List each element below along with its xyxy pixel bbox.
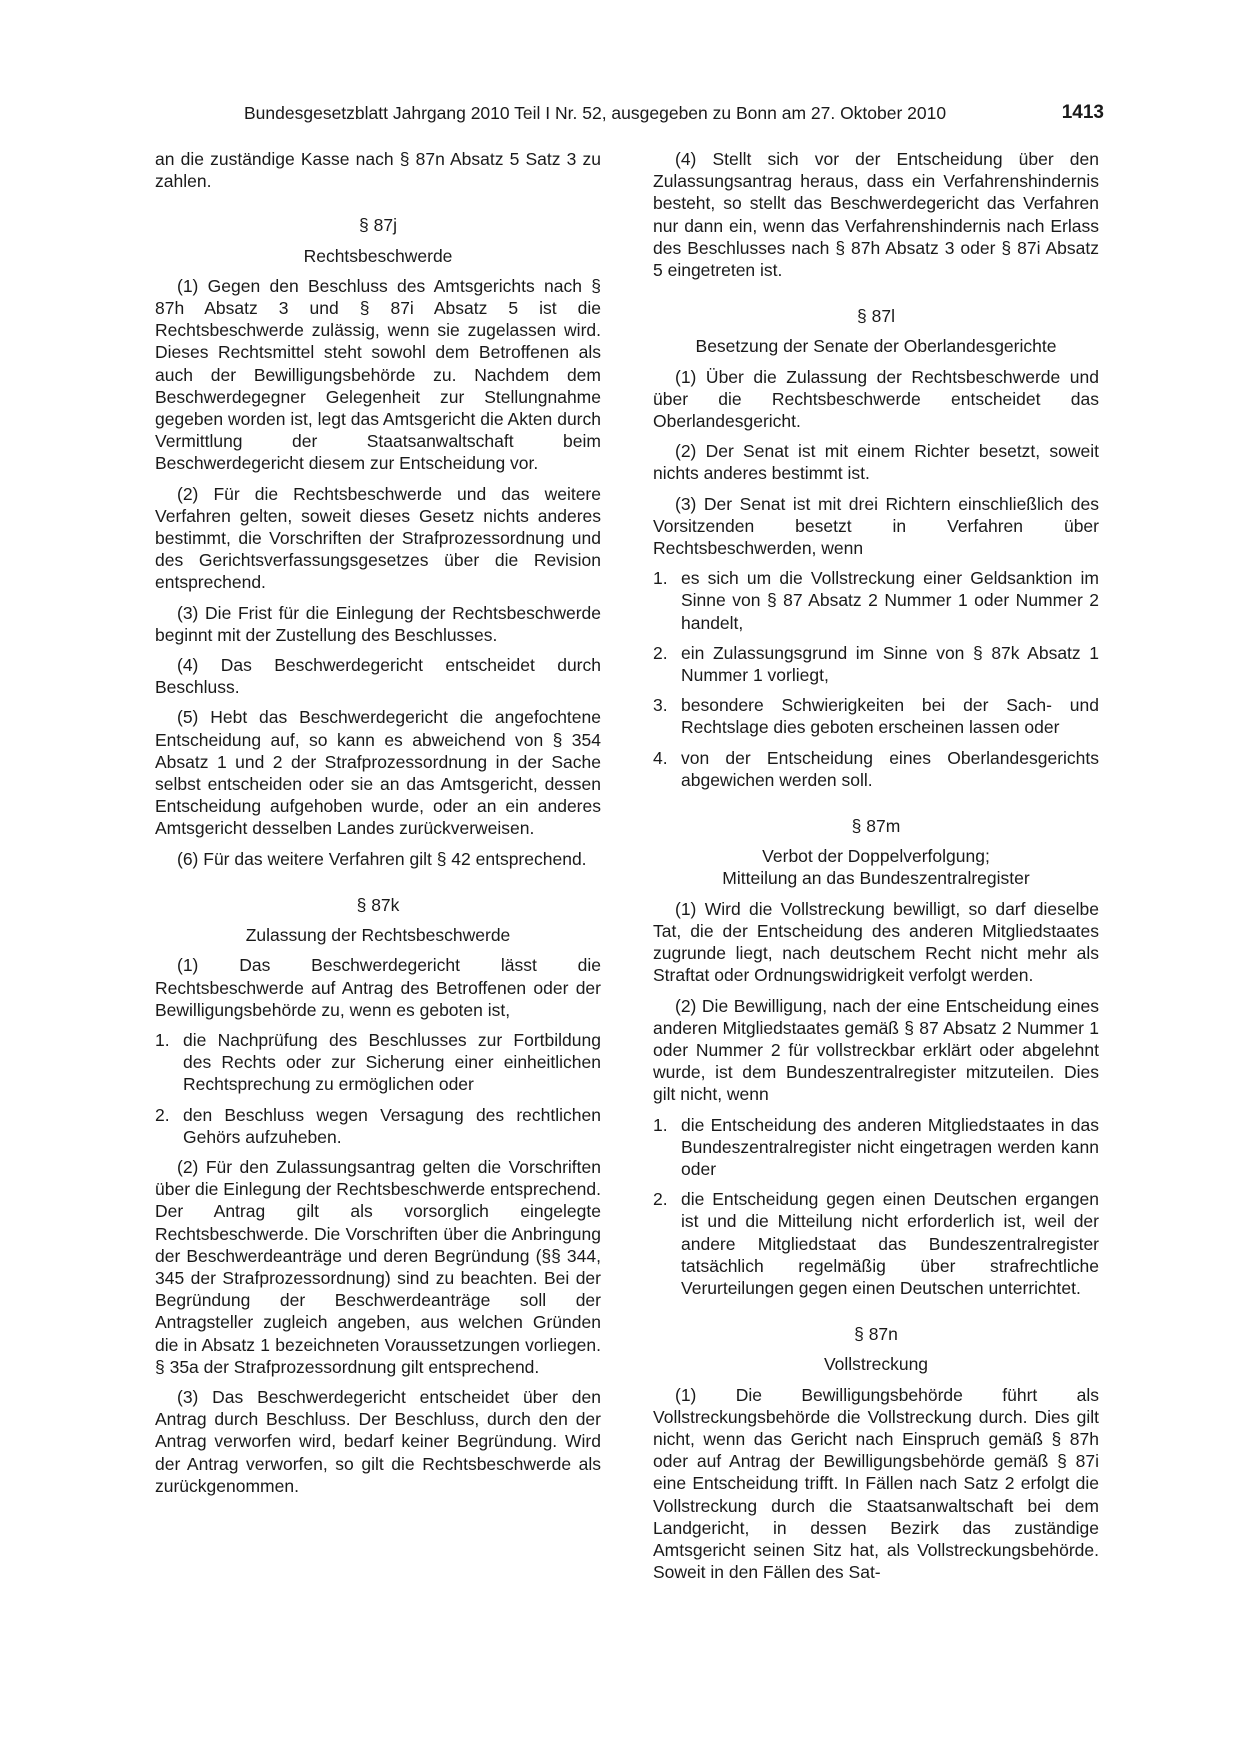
list-item <box>155 1029 601 1096</box>
paragraph-87j-3: (3) Die Frist für die Einlegung der Rechtsbeschwerde beginnt mit der Zustellung des Beschlusses. <box>155 602 601 645</box>
left-column <box>155 148 601 1505</box>
section-heading-87j: Rechtsbeschwerde <box>303 245 453 266</box>
paragraph-87j-1: (1) Gegen den Beschluss des Amtsgerichts nach § 87h Absatz 3 und § 87i Absatz 5 ist die Rechtsbeschwerde zulässig, wenn sie zugelassen wird. Dieses Rechtsmittel steht sowohl dem Betroffenen als auch der Bewilligungsbehörde zu. Nachdem dem Beschwerdegegner Gelegenheit zur Stellungnahme gegeben worden ist, legt das Amtsgericht die Akten durch Vermittlung der Staatsanwaltschaft beim Beschwerdegericht diesem zur Entscheidung vor. <box>155 275 601 474</box>
list-item-text: den Beschluss wegen Versagung des rechtlichen Gehörs aufzuheben. <box>183 1104 601 1147</box>
paragraph-87l-3: (3) Der Senat ist mit drei Richtern einschließlich des Vorsitzenden besetzt in Verfahren über Rechtsbeschwerden, wenn <box>653 493 1099 559</box>
list-item-number: 1. <box>155 1029 170 1050</box>
list-item-text: ein Zulassungsgrund im Sinne von § 87k Absatz 1 Nummer 1 vorliegt, <box>681 642 1099 686</box>
paragraph-87l-2: (2) Der Senat ist mit einem Richter besetzt, soweit nichts anderes bestimmt ist. <box>653 441 1099 484</box>
list-item-number: 2. <box>155 1104 170 1125</box>
section-number-87j: § 87j <box>359 215 397 236</box>
list-item-text: die Nachprüfung des Beschlusses zur Fortbildung des Rechts oder zur Sicherung einer einheitlichen Rechtsprechung zu ermöglichen oder <box>183 1029 601 1095</box>
paragraph-87m-2: (2) Die Bewilligung, nach der eine Entscheidung eines anderen Mitgliedstaates gemäß § 87 Absatz 2 Nummer 1 oder Nummer 2 für vollstreckbar erklärt oder abgelehnt wurde, ist dem Bundeszentralregister mitzuteilen. Dies gilt nicht, wenn <box>653 995 1099 1105</box>
intro-paragraph: an die zuständige Kasse nach § 87n Absatz 5 Satz 3 zu zahlen. <box>155 149 601 192</box>
section-heading-87m-line2: Mitteilung an das Bundeszentralregister <box>722 868 1030 889</box>
paragraph-87k-2: (2) Für den Zulassungsantrag gelten die Vorschriften über die Einlegung der Rechtsbeschwerde entsprechend. Der Antrag gilt als vorsorglich eingelegte Rechtsbeschwerde. Die Vorschriften über die Anbringung der Beschwerdeanträge und deren Begründung (§§ 344, 345 der Strafprozessordnung) sind zu beachten. Bei der Begründung der Beschwerdeanträge soll der Antragsteller zugleich angeben, aus welchen Gründen die in Absatz 1 bezeichneten Voraussetzungen vorliegen. § 35a der Strafprozessordnung gilt entsprechend. <box>155 1156 601 1377</box>
paragraph-87k-4: (4) Stellt sich vor der Entscheidung über den Zulassungsantrag heraus, dass ein Verfahrenshindernis besteht, so stellt das Beschwerdegericht das Verfahren nur dann ein, wenn das Verfahrenshindernis nach Erlass des Beschlusses nach § 87h Absatz 3 oder § 87i Absatz 5 eingetreten ist. <box>653 149 1099 281</box>
list-item <box>653 642 1099 686</box>
section-heading-87l: Besetzung der Senate der Oberlandesgerichte <box>695 336 1057 357</box>
list-87l <box>653 567 1099 791</box>
list-item-text: es sich um die Vollstreckung einer Geldsanktion im Sinne von § 87 Absatz 2 Nummer 1 oder Nummer 2 handelt, <box>681 568 1099 633</box>
list-item-text: die Entscheidung des anderen Mitgliedstaates in das Bundeszentralregister nicht eingetragen werden kann oder <box>681 1114 1099 1179</box>
paragraph-87j-6: (6) Für das weitere Verfahren gilt § 42 entsprechend. <box>177 848 587 869</box>
list-87k <box>155 1029 601 1148</box>
paragraph-87k-1: (1) Das Beschwerdegericht lässt die Rechtsbeschwerde auf Antrag des Betroffenen oder der Bewilligungsbehörde zu, wenn es geboten ist, <box>155 955 601 1020</box>
paragraph-87m-1: (1) Wird die Vollstreckung bewilligt, so darf dieselbe Tat, die der Entscheidung des anderen Mitgliedstaates zugrunde liegt, nach deutschem Recht nicht mehr als Straftat oder Ordnungswidrigkeit verfolgt werden. <box>653 898 1099 986</box>
list-item <box>653 694 1099 738</box>
paragraph-87n-1: (1) Die Bewilligungsbehörde führt als Vollstreckungsbehörde die Vollstreckung durch. Dies gilt nicht, wenn das Gericht nach Einspruch gemäß § 87h oder auf Antrag der Bewilligungsbehörde gemäß § 87i eine Entscheidung trifft. In Fällen nach Satz 2 erfolgt die Vollstreckung durch die Staatsanwaltschaft bei dem Landgericht, in dessen Bezirk das zuständige Amtsgericht seinen Sitz hat, als Vollstreckungsbehörde. Soweit in den Fällen des Sat- <box>653 1384 1099 1583</box>
list-item-number: 2. <box>653 642 668 663</box>
paragraph-87j-5: (5) Hebt das Beschwerdegericht die angefochtene Entscheidung auf, so kann es abweichend von § 354 Absatz 1 und 2 der Strafprozessordnung in der Sache selbst entscheiden oder sie an das Amtsgericht, dessen Entscheidung aufgehoben wurde, oder an ein anderes Amtsgericht desselben Landes zurückverweisen. <box>155 707 601 839</box>
section-heading-87k: Zulassung der Rechtsbeschwerde <box>245 925 511 946</box>
list-item <box>653 1188 1099 1299</box>
paragraph-87l-1: (1) Über die Zulassung der Rechtsbeschwerde und über die Rechtsbeschwerde entscheidet das Oberlandesgericht. <box>653 366 1099 432</box>
section-number-87n: § 87n <box>854 1324 898 1345</box>
list-item-number: 1. <box>653 1114 668 1135</box>
gazette-title: Bundesgesetzblatt Jahrgang 2010 Teil I Nr. 52, ausgegeben zu Bonn am 27. Oktober 2010 <box>244 103 947 123</box>
paragraph-87j-2: (2) Für die Rechtsbeschwerde und das weitere Verfahren gelten, soweit dieses Gesetz nichts anderes bestimmt, die Vorschriften der Strafprozessordnung und des Gerichtsverfassungsgesetzes über die Revision entsprechend. <box>155 483 601 593</box>
list-item-number: 1. <box>653 568 668 589</box>
list-item-text: besondere Schwierigkeiten bei der Sach- und Rechtslage dies geboten erscheinen lassen oder <box>681 695 1099 738</box>
section-heading-87m-line1: Verbot der Doppelverfolgung; <box>762 846 990 867</box>
section-number-87l: § 87l <box>857 306 895 327</box>
list-item-number: 3. <box>653 695 668 716</box>
section-number-87k: § 87k <box>356 894 400 915</box>
right-column <box>653 148 1099 1591</box>
list-item-number: 2. <box>653 1189 668 1210</box>
list-item <box>155 1104 601 1148</box>
section-number-87m: § 87m <box>851 816 901 837</box>
list-item <box>653 1114 1099 1181</box>
list-item-text: die Entscheidung gegen einen Deutschen ergangen ist und die Mitteilung nicht erforderlich ist, weil der andere Mitgliedstaat das Bundeszentralregister tatsächlich regelmäßig über strafrechtliche Verurteilungen gegen einen Deutschen unterrichtet. <box>681 1189 1099 1298</box>
list-item <box>653 567 1099 634</box>
paragraph-87k-3: (3) Das Beschwerdegericht entscheidet über den Antrag durch Beschluss. Der Beschluss, durch den der Antrag verworfen wird, bedarf keiner Begründung. Wird der Antrag verworfen, so gilt die Rechtsbeschwerde als zurückgenommen. <box>155 1386 601 1496</box>
list-item <box>653 747 1099 791</box>
page-header <box>244 100 1104 126</box>
list-item-text: von der Entscheidung eines Oberlandesgerichts abgewichen werden soll. <box>681 747 1099 790</box>
page-number: 1413 <box>1061 102 1104 123</box>
list-item-number: 4. <box>653 747 668 768</box>
paragraph-87j-4: (4) Das Beschwerdegericht entscheidet durch Beschluss. <box>155 655 601 698</box>
list-87m <box>653 1114 1099 1300</box>
section-heading-87n: Vollstreckung <box>823 1354 929 1375</box>
